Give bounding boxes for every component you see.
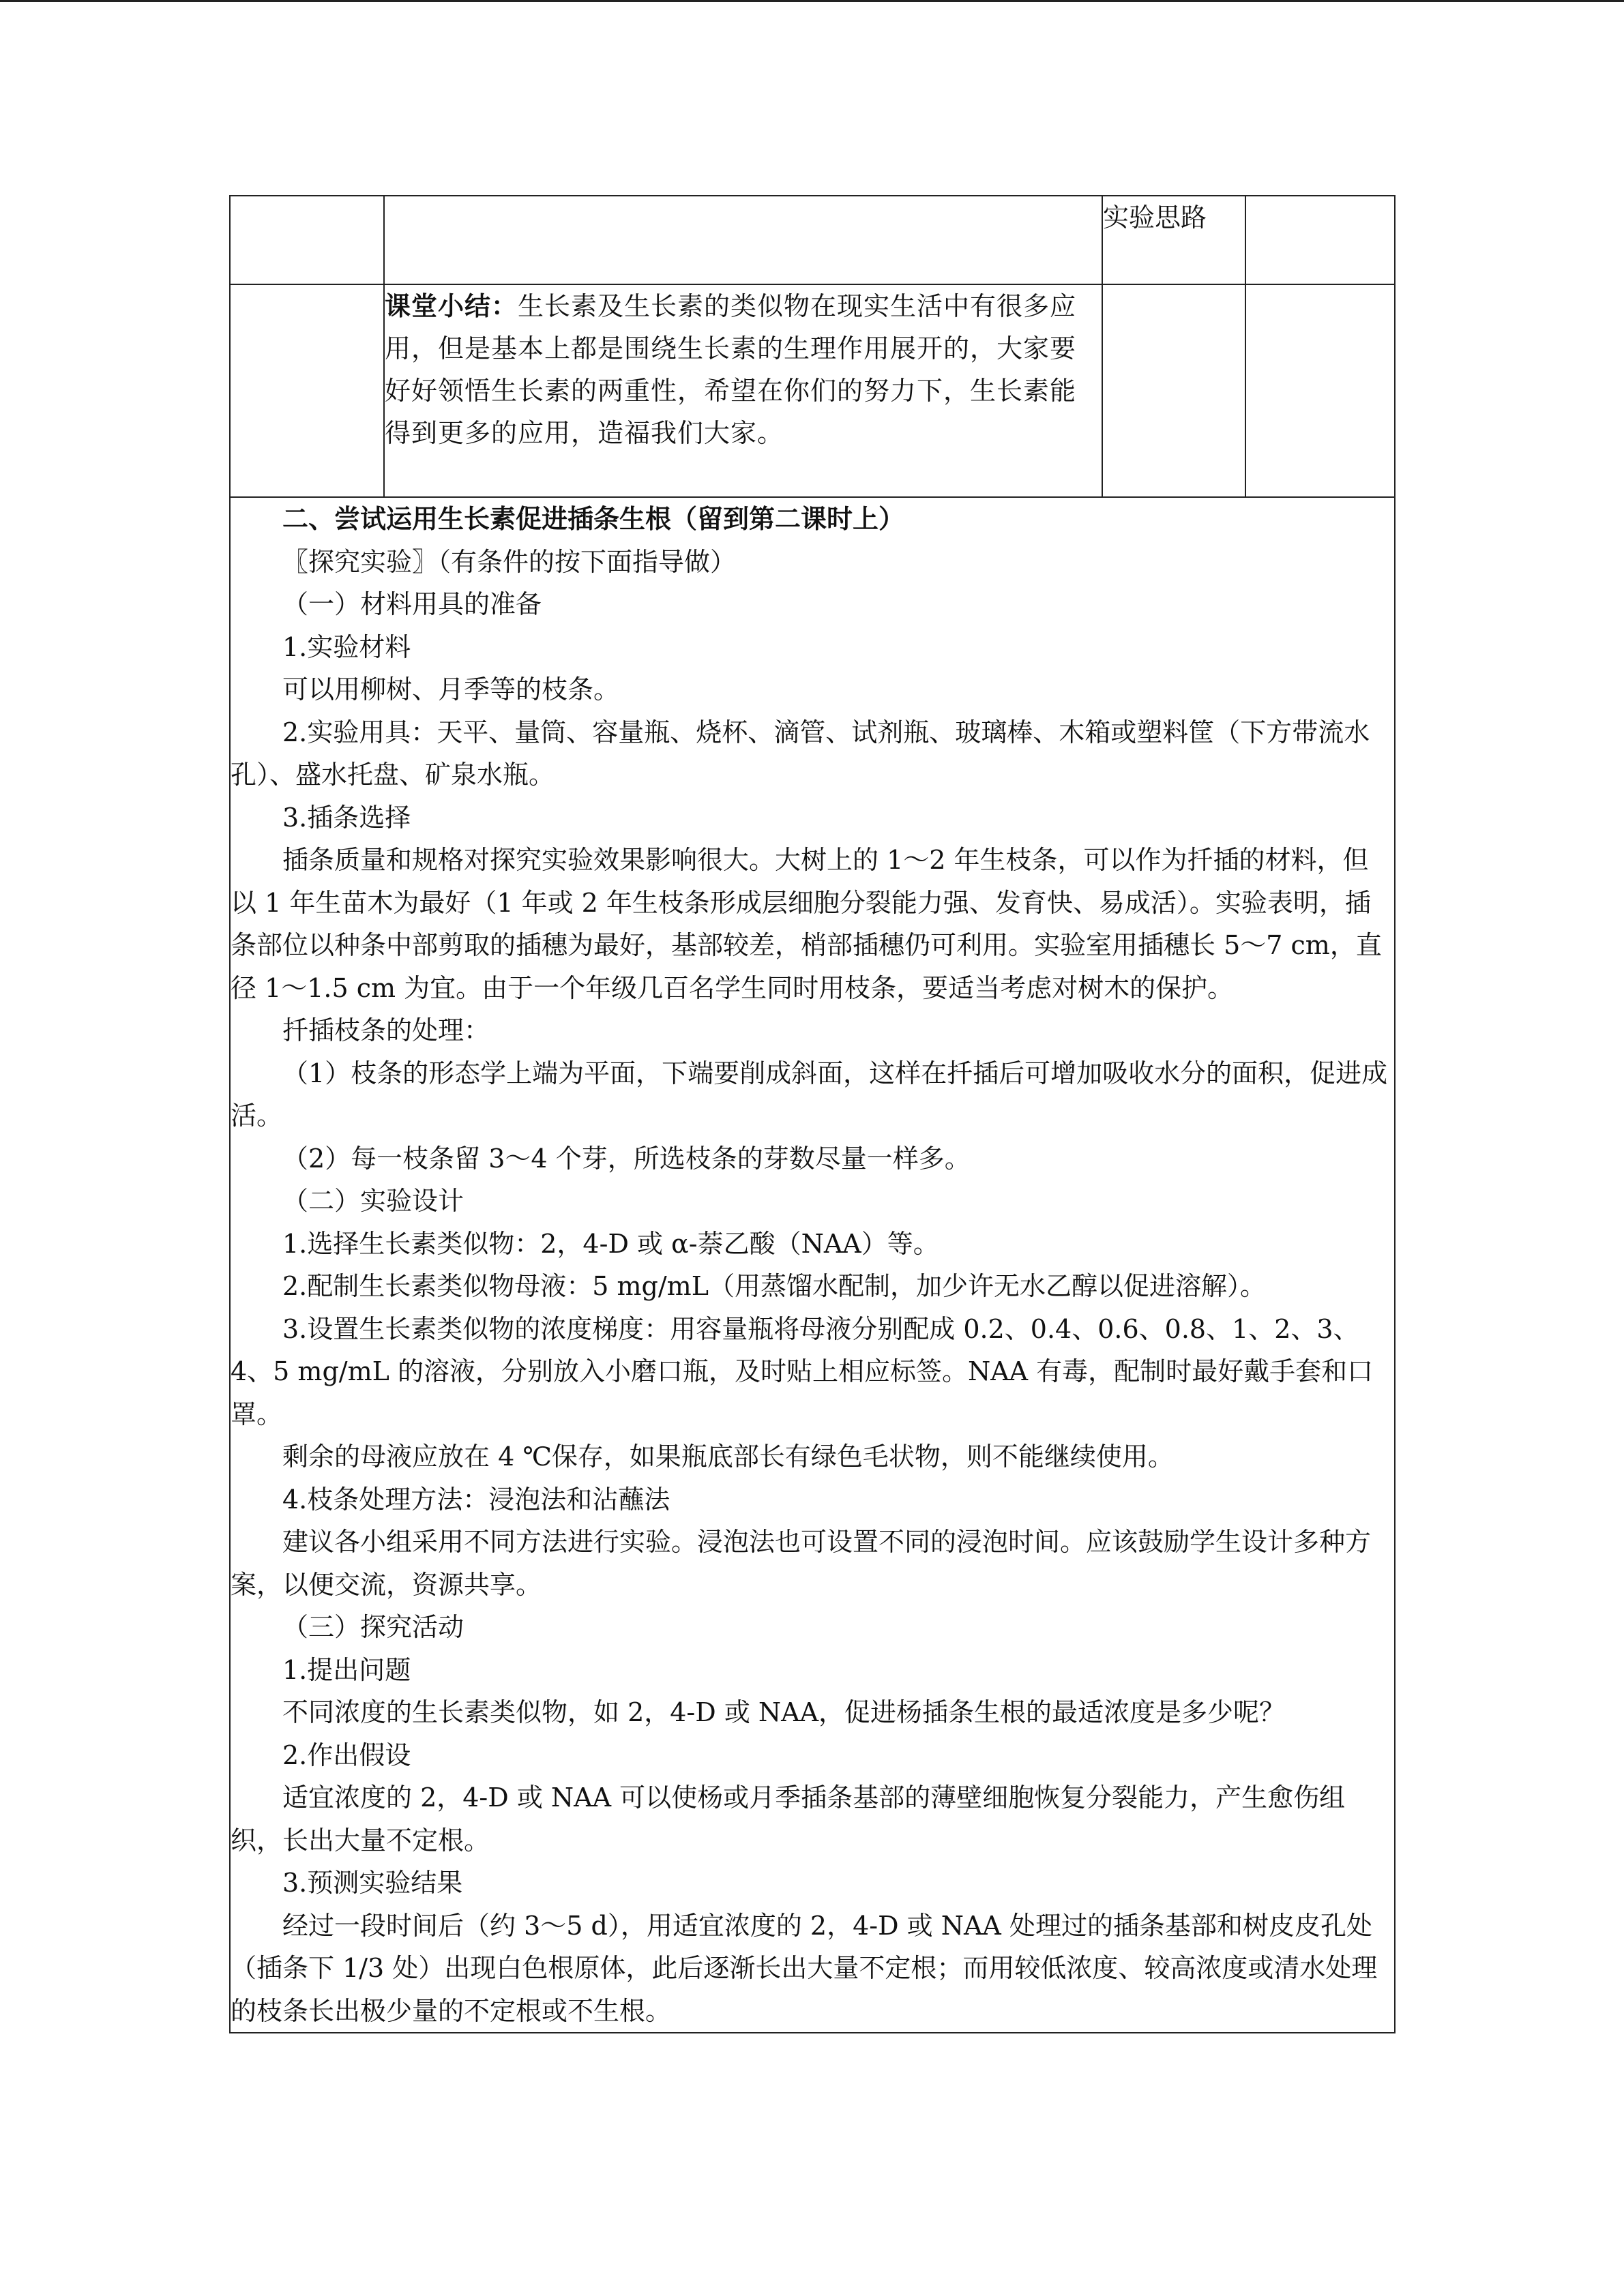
page-top-border	[0, 0, 1624, 2]
table-cell-empty	[1245, 284, 1395, 497]
content-paragraph: 插条质量和规格对探究实验效果影响很大。大树上的 1～2 年生枝条，可以作为扦插的材料，但以 1 年生苗木为最好（1 年或 2 年生枝条形成层细胞分裂能力强、发育快、易成活）。实验表明，插条部位以种条中部剪取的插穗为最好，基部较差，梢部插穗仍可利用。实验室用插穗长 5～7 cm，直径 1～1.5 cm 为宜。由于一个年级几百名学生同时用枝条，要适当考虑对树木的保护。	[231, 845, 1382, 1003]
table-cell-empty	[1102, 284, 1245, 497]
content-paragraph: （一）材料用具的准备	[282, 589, 542, 619]
content-paragraph: 适宜浓度的 2，4-D 或 NAA 可以使杨或月季插条基部的薄壁细胞恢复分裂能力，产生愈伤组织，长出大量不定根。	[231, 1783, 1346, 1855]
content-paragraph: 4.枝条处理方法：浸泡法和沾蘸法	[282, 1484, 670, 1515]
table-cell-empty	[230, 196, 384, 284]
content-paragraph: 2.作出假设	[282, 1740, 411, 1770]
content-paragraph: （2）每一枝条留 3～4 个芽，所选枝条的芽数尽量一样多。	[282, 1143, 971, 1174]
content-paragraph: 1.选择生长素类似物：2，4-D 或 α-萘乙酸（NAA）等。	[282, 1228, 939, 1259]
content-paragraph: 3.插条选择	[282, 802, 411, 833]
content-paragraph: （二）实验设计	[282, 1186, 464, 1216]
table-cell-empty	[230, 284, 384, 497]
content-paragraph: 1.实验材料	[282, 631, 411, 662]
content-paragraph: 经过一段时间后（约 3～5 d），用适宜浓度的 2，4-D 或 NAA 处理过的插条基部和树皮皮孔处（插条下 1/3 处）出现白色根原体，此后逐渐长出大量不定根；而用较低浓度、较高浓度或清水处理的枝条长出极少量的不定根或不生根。	[231, 1910, 1378, 2026]
content-paragraph: 剩余的母液应放在 4 ℃保存，如果瓶底部长有绿色毛状物，则不能继续使用。	[282, 1442, 1174, 1472]
class-summary-text: 生长素及生长素的类似物在现实生活中有很多应用，但是基本上都是围绕生长素的生理作用展开的，大家要好好领悟生长素的两重性，希望在你们的努力下，生长素能得到更多的应用，造福我们大家。	[385, 291, 1077, 448]
table-cell-empty	[384, 196, 1102, 284]
content-paragraph: 扦插枝条的处理：	[282, 1015, 490, 1045]
content-paragraph: 可以用柳树、月季等的枝条。	[282, 674, 620, 704]
content-paragraph: 不同浓度的生长素类似物，如 2，4-D 或 NAA，促进杨插条生根的最适浓度是多少呢？	[282, 1697, 1286, 1727]
content-paragraph: 2.实验用具：天平、量筒、容量瓶、烧杯、滴管、试剂瓶、玻璃棒、木箱或塑料筐（下方带流水孔）、盛水托盘、矿泉水瓶。	[231, 717, 1370, 790]
class-summary-label: 课堂小结：	[385, 290, 518, 321]
content-paragraph: 建议各小组采用不同方法进行实验。浸泡法也可设置不同的浸泡时间。应该鼓励学生设计多种方案，以便交流，资源共享。	[231, 1527, 1372, 1600]
content-paragraph: 3.预测实验结果	[282, 1868, 463, 1898]
content-paragraph: 3.设置生长素类似物的浓度梯度：用容量瓶将母液分别配成 0.2、0.4、0.6、0.8、1、2、3、4、5 mg/mL 的溶液，分别放入小磨口瓶，及时贴上相应标签。NAA 有毒，配制时最好戴手套和口罩。	[231, 1313, 1374, 1429]
content-paragraph: 2.配制生长素类似物母液：5 mg/mL（用蒸馏水配制，加少许无水乙醇以促进溶解）。	[282, 1271, 1266, 1301]
table-row	[230, 284, 1395, 497]
table-cell-empty	[1245, 196, 1395, 284]
table-row	[230, 196, 1395, 284]
content-paragraph: （1）枝条的形态学上端为平面，下端要削成斜面，这样在扦插后可增加吸收水分的面积，促进成活。	[231, 1058, 1388, 1131]
main-content-cell	[230, 497, 1395, 2033]
class-summary-cell	[384, 284, 1102, 497]
content-paragraph: （三）探究活动	[282, 1612, 464, 1642]
table-row	[230, 497, 1395, 2033]
section-heading: 二、尝试运用生长素促进插条生根（留到第二课时上）	[282, 503, 905, 534]
content-paragraph: 1.提出问题	[282, 1654, 411, 1685]
experiment-idea-label: 实验思路	[1102, 196, 1245, 284]
lesson-plan-table	[229, 195, 1396, 2033]
content-paragraph: 〖探究实验〗（有条件的按下面指导做）	[282, 546, 737, 577]
